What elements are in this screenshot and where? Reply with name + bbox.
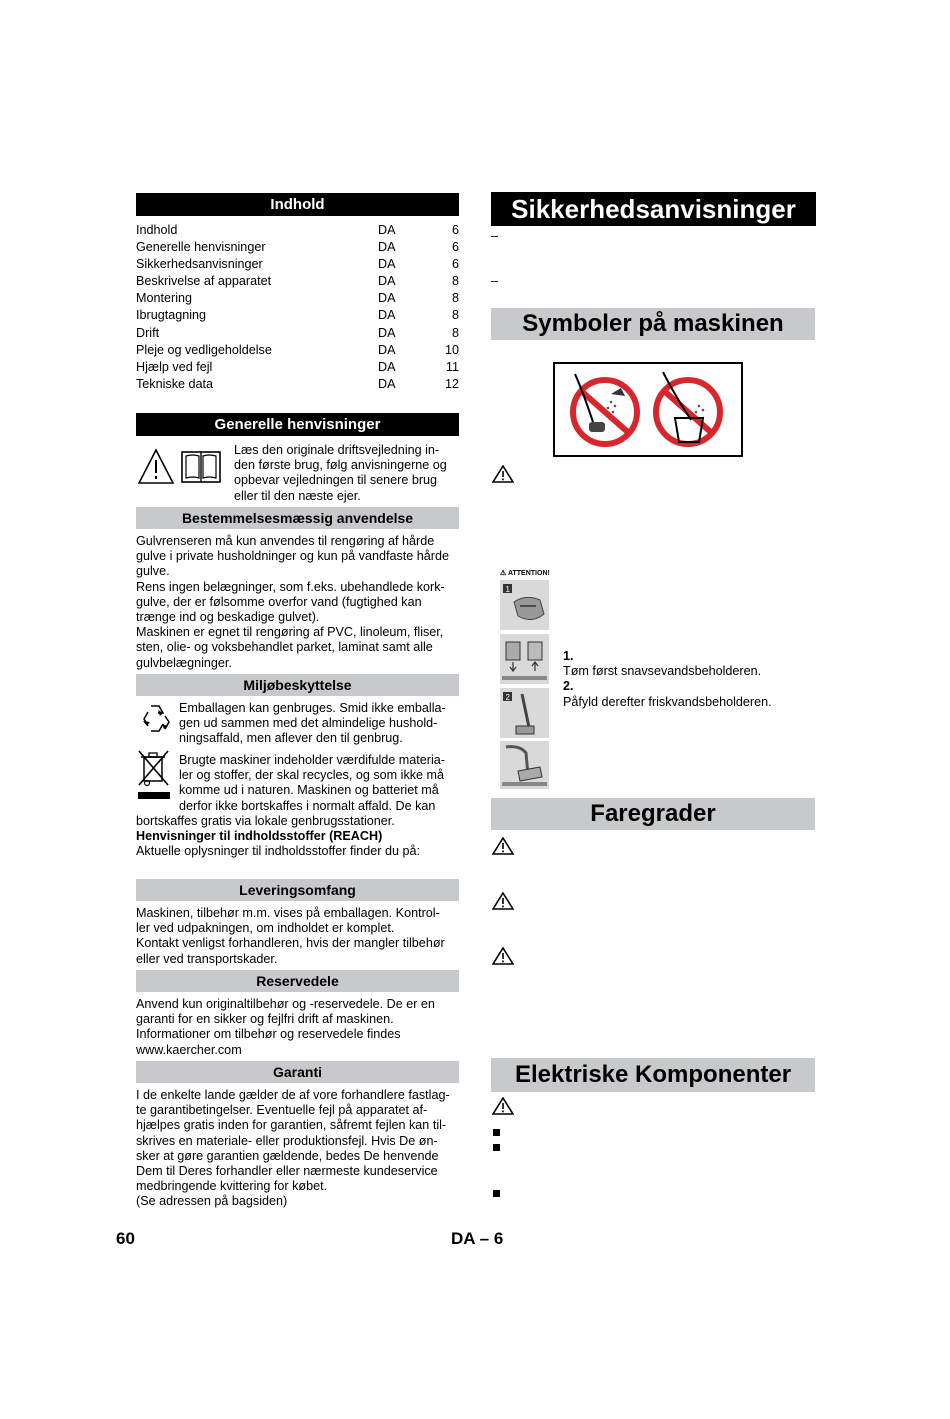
toc-entry-label: Tekniske data — [136, 376, 214, 391]
step-2-pictogram — [500, 688, 549, 738]
symbols-heading: Symboler på maskinen — [491, 308, 815, 340]
bullet-square-icon — [493, 1138, 500, 1156]
toc-entry-lang: DA — [378, 274, 396, 289]
toc-entry-label: Hjælp ved fejl — [136, 359, 213, 374]
toc-entry-label: Sikkerhedsanvisninger — [136, 257, 263, 272]
toc-entry-page: 8 — [451, 291, 459, 306]
tank-pictogram — [500, 634, 549, 684]
crossed-bin-icon — [137, 749, 171, 801]
toc-entry-lang: DA — [378, 257, 396, 272]
toc-entry-label: Ibrugtagning — [136, 308, 207, 323]
warning-icon — [492, 837, 514, 855]
toc-row[interactable] — [136, 376, 459, 393]
reach-heading: Henvisninger til indholdsstoffer (REACH) — [136, 829, 383, 844]
toc-entry-label: Generelle henvisninger — [136, 240, 266, 255]
toc-entry-page: 6 — [451, 223, 459, 237]
toc-row[interactable] — [136, 307, 459, 324]
toc-row[interactable] — [136, 325, 459, 342]
warning-icon — [492, 1097, 514, 1115]
toc-entry-lang: DA — [378, 291, 396, 306]
toc-row[interactable] — [136, 273, 459, 290]
page-number: 60 — [116, 1229, 135, 1248]
warranty-text: I de enkelte lande gælder de af vore forhandlere fastlag- te garantibetingelser. Eventuelle fejl på apparatet af- hjælpes gratis inden for garantien, såfremt fejlen kan til- skrives en materiale- eller produktionsfejl. Hvis De øn- sker at gøre garantien gældende, bedes De henvende Dem til Deres forhandler eller nærmeste kundeservice medbringende kvittering for købet. (Se adressen på bagsiden) — [136, 1088, 450, 1209]
packaging-text: Emballagen kan genbruges. Smid ikke emballa- gen ud sammen med det almindelige hushold- ningsaffald, men aflever den til genbrug. — [179, 701, 446, 746]
toc-entry-page: 6 — [451, 240, 459, 255]
toc-row[interactable] — [136, 342, 459, 359]
warning-icon — [492, 892, 514, 910]
warning-icon — [492, 947, 514, 965]
general-intro: Læs den originale driftsvejledning in- den første brug, følg anvisningerne og opbevar vejledningen til senere brug eller til den næste ejer. — [234, 443, 447, 503]
toc-entry-lang: DA — [378, 325, 396, 340]
toc-entry-label: Pleje og vedligeholdelse — [136, 342, 272, 357]
warning-small-icon: ⚠ — [500, 570, 507, 577]
environment-heading: Miljøbeskyttelse — [136, 674, 459, 696]
toc-row[interactable] — [136, 239, 459, 256]
intended-use-text: Gulvrenseren må kun anvendes til rengøring af hårde gulve i private husholdninger og kun på vandfaste hårde gulve. Rens ingen belægninger, som f.eks. ubehandlede kork- gulve, der er følsomme overfor vand (fugtighed kan trænge ind og beskadige gulvet). Maskinen er egnet til rengøring af PVC, linoleum, fliser, sten, olie- og voksbehandlet parket, laminat samt alle gulvbelægninger. — [136, 534, 449, 670]
general-heading: Generelle henvisninger — [136, 413, 459, 436]
toc-row[interactable] — [136, 359, 459, 376]
fill-pictogram — [500, 741, 549, 789]
toc-heading: Indhold — [136, 193, 459, 216]
hazard-heading: Faregrader — [491, 798, 815, 830]
toc-entry-lang: DA — [378, 342, 396, 357]
spares-text: Anvend kun originaltilbehør og -reservedele. De er en garanti for en sikker og fejlfri drift af maskinen. Informationer om tilbehør og reservedele findes www.kaercher.com — [136, 997, 435, 1057]
toc-entry-lang: DA — [378, 240, 396, 255]
toc-entry-lang: DA — [378, 308, 396, 323]
intended-use-heading: Bestemmelsesmæssig anvendelse — [136, 507, 459, 529]
toc-row[interactable] — [136, 290, 459, 307]
electrical-heading: Elektriske Komponenter — [491, 1058, 815, 1092]
attention-label: ⚠ ATTENTION! — [500, 570, 550, 577]
toc-entry-page: 8 — [451, 325, 459, 340]
bullet-square-icon — [493, 1184, 500, 1202]
page-label: DA – 6 — [451, 1229, 504, 1248]
machine-symbols-image — [553, 362, 743, 457]
recycle-icon — [137, 702, 173, 738]
spares-heading: Reservedele — [136, 970, 459, 992]
toc-row[interactable] — [136, 256, 459, 273]
disposal-text: Brugte maskiner indeholder værdifulde materia- ler og stoffer, der skal recycles, og som ikke må komme ud i naturen. Maskinen og batteriet må derfor ikke bortskaffes i normalt affald. De kan — [179, 753, 445, 813]
toc-entry-label: Indhold — [136, 223, 178, 237]
disposal-tail: bortskaffes gratis via lokale genbrugsstationer. Henvisninger til indholdsstoffer (REACH) Aktuelle oplysninger til indholdsstoffer finder du på: — [136, 814, 466, 860]
steps-text: 1. Tøm først snavsevandsbeholderen. 2. Påfyld derefter friskvandsbeholderen. — [563, 649, 772, 709]
toc-entry-page: 8 — [451, 274, 459, 289]
reach-text: Aktuelle oplysninger til indholdsstoffer finder du på: — [136, 844, 420, 859]
delivery-heading: Leveringsomfang — [136, 879, 459, 901]
safety-heading: Sikkerhedsanvisninger — [491, 192, 816, 226]
toc-list — [136, 222, 459, 393]
toc-entry-page: 6 — [451, 257, 459, 272]
delivery-text: Maskinen, tilbehør m.m. vises på emballagen. Kontrol- ler ved udpakningen, om indholdet er komplet. Kontakt venligst forhandleren, hvis der mangler tilbehør eller ved transportskader. — [136, 906, 445, 966]
toc-entry-page: 12 — [444, 376, 459, 391]
warning-icon — [492, 465, 514, 483]
step-1-pictogram — [500, 580, 549, 630]
toc-entry-lang: DA — [378, 223, 396, 237]
toc-row[interactable] — [136, 222, 459, 239]
toc-entry-page: 8 — [451, 308, 459, 323]
svg-text:1: 1 — [505, 585, 510, 594]
dash-2: – — [491, 274, 499, 288]
svg-text:2: 2 — [505, 693, 510, 702]
toc-entry-label: Drift — [136, 325, 160, 340]
toc-entry-lang: DA — [378, 359, 396, 374]
toc-entry-page: 10 — [444, 342, 459, 357]
toc-entry-lang: DA — [378, 376, 396, 391]
toc-entry-label: Montering — [136, 291, 193, 306]
dash-1: – — [491, 229, 499, 243]
toc-entry-label: Beskrivelse af apparatet — [136, 274, 272, 289]
warranty-heading: Garanti — [136, 1061, 459, 1083]
toc-entry-page: 11 — [445, 359, 459, 374]
manual-warning-icons — [138, 447, 228, 487]
warning-read-manual-icon — [138, 447, 228, 487]
